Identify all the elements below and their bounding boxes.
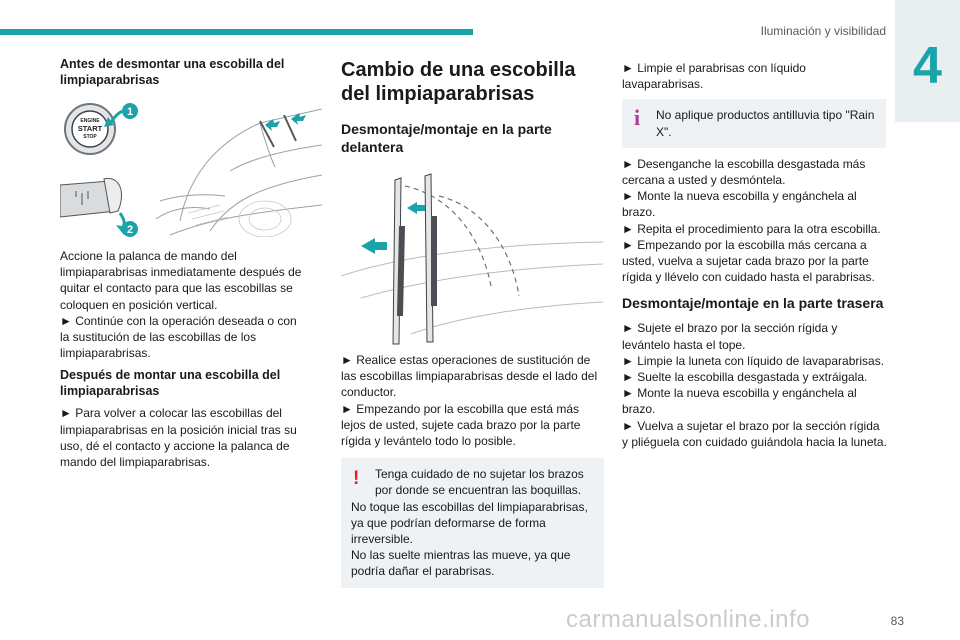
watermark-text: carmanualsonline.info: [566, 606, 810, 633]
info-box: [622, 99, 886, 147]
button-text-start: START: [77, 124, 103, 133]
front-wipers-illustration: [341, 166, 603, 346]
paragraph-lift-arm: ► Empezando por la escobilla que está más lejos de usted, sujete cada brazo por la parte rígida y levántelo todo lo posible.: [341, 401, 581, 449]
paragraph-operate-lever: Accione la palanca de mando del limpiaparabrisas inmediatamente después de quitar el contacto para que las escobillas se coloquen en posición vertical.: [60, 249, 302, 312]
subtitle-front: Desmontaje/montaje en la parte delantera: [341, 121, 552, 155]
paragraph-unhook-blade: ► Desenganche la escobilla desgastada más cercana a usted y desmóntela.: [622, 156, 866, 188]
paragraph-return-arm: ► Empezando por la escobilla más cercana a usted, vuelva a sujetar cada brazo por la parte rígida y llévelo con cuidado hasta el parabrisas.: [622, 237, 875, 285]
info-text: No aplique productos antilluvia tipo "Rain X".: [656, 108, 875, 139]
figure-wiper-lever: [60, 101, 322, 237]
paragraph-continue-operation: ► Continúe con la operación deseada o con la sustitución de las escobillas de los limpiaparabrisas.: [60, 313, 297, 361]
page-title: Cambio de una escobilla del limpiaparabrisas: [341, 59, 576, 105]
column-1: [60, 56, 304, 470]
wiper-lever-illustration: [60, 101, 322, 237]
paragraph-rear-fold: ► Vuelva a sujetar el brazo por la sección rígida y pliéguela con cuidado guiándola hacia la luneta.: [622, 418, 887, 449]
warning-text-3: No las suelte mientras las mueve, ya que podría dañar el parabrisas.: [351, 548, 571, 579]
page-number: 83: [890, 614, 904, 628]
callout-1: 1: [126, 106, 134, 118]
figure-front-wipers: [341, 166, 603, 346]
warning-text-1: Tenga cuidado de no sujetar los brazos por donde se encuentran las boquillas.: [375, 467, 584, 498]
column-3: [622, 60, 887, 450]
heading-before-removal: Antes de desmontar una escobilla del limpiaparabrisas: [60, 57, 285, 87]
paragraph-return-position: ► Para volver a colocar las escobillas del limpiaparabrisas en la posición inicial tras su uso, dé el contacto y accione la palanca de mando del limpiaparabrisas.: [60, 406, 297, 470]
paragraph-rear-remove: ► Suelte la escobilla desgastada y extráigala.: [622, 370, 868, 385]
info-icon: i: [634, 105, 641, 131]
warning-text-2: No toque las escobillas del limpiaparabrisas, ya que podrían deformarse de forma irreversible.: [351, 499, 588, 547]
chapter-number: 4: [913, 37, 942, 95]
section-title: Iluminación y visibilidad: [760, 24, 886, 38]
warning-box: [341, 458, 604, 587]
button-text-engine: ENGINE: [80, 118, 100, 124]
paragraph-driver-side: ► Realice estas operaciones de sustitución de las escobillas limpiaparabrisas desde el lado del conductor.: [341, 353, 598, 400]
chapter-tab: [895, 0, 960, 122]
paragraph-rear-clean: ► Limpie la luneta con líquido de lavaparabrisas.: [622, 353, 885, 368]
column-2: [341, 58, 605, 588]
button-text-stop: STOP: [83, 134, 97, 140]
paragraph-repeat: ► Repita el procedimiento para la otra escobilla.: [622, 221, 881, 236]
warning-icon: !: [353, 468, 360, 490]
callout-2: 2: [126, 224, 134, 236]
paragraph-fit-blade: ► Monte la nueva escobilla y engánchela al brazo.: [622, 189, 857, 220]
paragraph-clean-windscreen: ► Limpie el parabrisas con líquido lavaparabrisas.: [622, 61, 806, 92]
paragraph-rear-fit: ► Monte la nueva escobilla y engánchela al brazo.: [622, 386, 857, 417]
paragraph-rear-lift: ► Sujete el brazo por la sección rígida y levántelo hasta el tope.: [622, 321, 838, 352]
subtitle-rear: Desmontaje/montaje en la parte trasera: [622, 295, 884, 312]
heading-after-mounting: Después de montar una escobilla del limpiaparabrisas: [60, 368, 281, 399]
